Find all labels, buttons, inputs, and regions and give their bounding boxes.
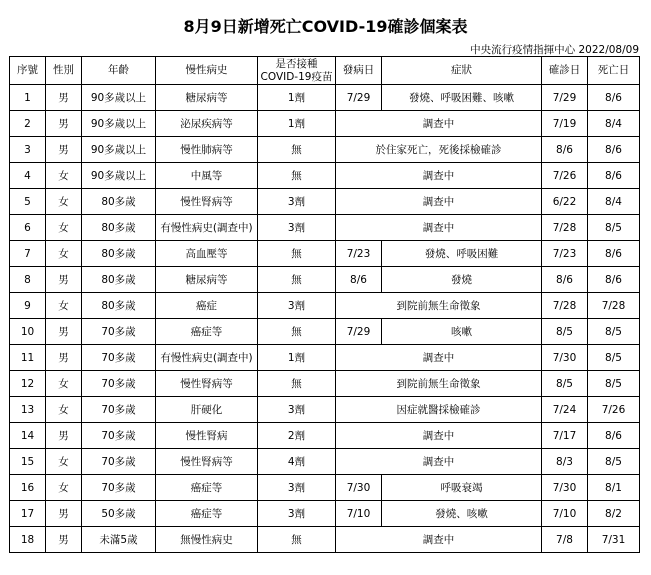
cell-sex: 男	[46, 319, 82, 345]
cell-symptoms: 調查中	[336, 423, 542, 449]
cell-sex: 男	[46, 111, 82, 137]
cell-onset: 7/29	[336, 319, 382, 345]
cell-history: 癌症等	[156, 319, 258, 345]
cell-symptoms: 咳嗽	[382, 319, 542, 345]
table-row	[10, 189, 640, 215]
cell-vaccine: 3劑	[258, 501, 336, 527]
table-row	[10, 163, 640, 189]
cell-sex: 女	[46, 215, 82, 241]
cell-onset: 7/10	[336, 501, 382, 527]
table-row	[10, 423, 640, 449]
cell-age: 90多歲以上	[82, 163, 156, 189]
table-body	[10, 85, 640, 553]
cell-age: 70多歲	[82, 397, 156, 423]
cell-no: 5	[10, 189, 46, 215]
cell-onset: 7/30	[336, 475, 382, 501]
table-row	[10, 501, 640, 527]
cell-symptoms: 發燒、咳嗽	[382, 501, 542, 527]
header-vaccine-line2: COVID-19疫苗	[260, 70, 333, 83]
table-row	[10, 345, 640, 371]
cell-age: 70多歲	[82, 371, 156, 397]
header-onset: 發病日	[336, 57, 382, 85]
cell-no: 3	[10, 137, 46, 163]
cell-confirmed: 7/26	[542, 163, 588, 189]
cell-sex: 男	[46, 423, 82, 449]
cell-age: 90多歲以上	[82, 85, 156, 111]
cell-death: 8/5	[588, 345, 640, 371]
cell-sex: 男	[46, 137, 82, 163]
cell-age: 80多歲	[82, 267, 156, 293]
cell-symptoms: 呼吸衰竭	[382, 475, 542, 501]
cell-age: 80多歲	[82, 241, 156, 267]
cell-vaccine: 1劑	[258, 345, 336, 371]
cell-confirmed: 7/28	[542, 215, 588, 241]
cell-age: 70多歲	[82, 449, 156, 475]
cell-sex: 女	[46, 189, 82, 215]
cell-confirmed: 8/6	[542, 267, 588, 293]
cell-vaccine: 無	[258, 371, 336, 397]
cell-history: 慢性腎病等	[156, 371, 258, 397]
cell-history: 癌症	[156, 293, 258, 319]
cell-symptoms: 因症就醫採檢確診	[336, 397, 542, 423]
cell-no: 18	[10, 527, 46, 553]
cell-symptoms: 於住家死亡，死後採檢確診	[336, 137, 542, 163]
cell-death: 8/4	[588, 189, 640, 215]
cell-confirmed: 7/24	[542, 397, 588, 423]
table-row	[10, 371, 640, 397]
cell-age: 未滿5歲	[82, 527, 156, 553]
cell-symptoms: 調查中	[336, 527, 542, 553]
cell-age: 90多歲以上	[82, 137, 156, 163]
cell-vaccine: 3劑	[258, 189, 336, 215]
cell-no: 6	[10, 215, 46, 241]
cell-vaccine: 1劑	[258, 85, 336, 111]
cell-vaccine: 3劑	[258, 397, 336, 423]
cell-age: 70多歲	[82, 423, 156, 449]
cell-vaccine: 無	[258, 267, 336, 293]
cell-no: 16	[10, 475, 46, 501]
cell-history: 慢性腎病等	[156, 189, 258, 215]
cell-history: 泌尿疾病等	[156, 111, 258, 137]
cell-death: 8/5	[588, 215, 640, 241]
cell-sex: 男	[46, 527, 82, 553]
cell-symptoms: 發燒	[382, 267, 542, 293]
cell-history: 糖尿病等	[156, 267, 258, 293]
cell-vaccine: 無	[258, 163, 336, 189]
table-row	[10, 475, 640, 501]
table-row	[10, 527, 640, 553]
cell-sex: 女	[46, 397, 82, 423]
cell-sex: 男	[46, 345, 82, 371]
header-row	[10, 57, 640, 85]
cell-sex: 男	[46, 267, 82, 293]
cell-sex: 女	[46, 475, 82, 501]
header-history: 慢性病史	[156, 57, 258, 85]
cell-history: 癌症等	[156, 501, 258, 527]
cell-no: 1	[10, 85, 46, 111]
cell-death: 8/6	[588, 137, 640, 163]
cell-history: 高血壓等	[156, 241, 258, 267]
cell-no: 4	[10, 163, 46, 189]
cell-history: 慢性腎病	[156, 423, 258, 449]
cell-age: 50多歲	[82, 501, 156, 527]
cell-confirmed: 7/8	[542, 527, 588, 553]
cell-vaccine: 3劑	[258, 293, 336, 319]
cell-symptoms: 調查中	[336, 163, 542, 189]
document-title: 8月9日新增死亡COVID-19確診個案表	[183, 17, 468, 36]
cell-onset: 8/6	[336, 267, 382, 293]
source-line: 中央流行疫情指揮中心 2022/08/09	[470, 44, 639, 56]
cell-age: 80多歲	[82, 189, 156, 215]
cell-vaccine: 3劑	[258, 475, 336, 501]
cell-onset: 7/29	[336, 85, 382, 111]
cell-history: 糖尿病等	[156, 85, 258, 111]
cell-death: 8/1	[588, 475, 640, 501]
cell-sex: 女	[46, 449, 82, 475]
cell-no: 2	[10, 111, 46, 137]
table-row	[10, 319, 640, 345]
cell-symptoms: 調查中	[336, 215, 542, 241]
cell-vaccine: 3劑	[258, 215, 336, 241]
cell-age: 80多歲	[82, 215, 156, 241]
header-symptoms: 症狀	[382, 57, 542, 85]
cell-death: 8/6	[588, 423, 640, 449]
cell-history: 慢性腎病等	[156, 449, 258, 475]
header-vaccine	[258, 57, 336, 85]
cell-no: 8	[10, 267, 46, 293]
cell-confirmed: 7/30	[542, 345, 588, 371]
cell-death: 7/31	[588, 527, 640, 553]
cell-confirmed: 8/5	[542, 371, 588, 397]
cell-no: 15	[10, 449, 46, 475]
cell-symptoms: 調查中	[336, 345, 542, 371]
cell-death: 8/6	[588, 241, 640, 267]
table-row	[10, 267, 640, 293]
cell-symptoms: 調查中	[336, 189, 542, 215]
cell-no: 12	[10, 371, 46, 397]
cell-death: 8/5	[588, 371, 640, 397]
cell-vaccine: 2劑	[258, 423, 336, 449]
cell-history: 癌症等	[156, 475, 258, 501]
cell-death: 7/26	[588, 397, 640, 423]
cell-death: 8/2	[588, 501, 640, 527]
cell-confirmed: 7/10	[542, 501, 588, 527]
cell-age: 90多歲以上	[82, 111, 156, 137]
cell-death: 8/5	[588, 449, 640, 475]
cell-sex: 女	[46, 241, 82, 267]
cell-age: 70多歲	[82, 345, 156, 371]
cell-vaccine: 無	[258, 241, 336, 267]
table-row	[10, 397, 640, 423]
cell-death: 8/4	[588, 111, 640, 137]
cell-confirmed: 7/28	[542, 293, 588, 319]
cell-sex: 男	[46, 501, 82, 527]
cell-no: 14	[10, 423, 46, 449]
cell-onset: 7/23	[336, 241, 382, 267]
cell-death: 8/5	[588, 319, 640, 345]
table-row	[10, 137, 640, 163]
header-age: 年齡	[82, 57, 156, 85]
case-table	[9, 56, 640, 553]
table-row	[10, 111, 640, 137]
cell-confirmed: 7/23	[542, 241, 588, 267]
cell-death: 7/28	[588, 293, 640, 319]
cell-no: 10	[10, 319, 46, 345]
cell-sex: 女	[46, 371, 82, 397]
cell-symptoms: 調查中	[336, 449, 542, 475]
cell-death: 8/6	[588, 267, 640, 293]
table-header	[10, 57, 640, 85]
cell-confirmed: 8/5	[542, 319, 588, 345]
table-row	[10, 241, 640, 267]
cell-history: 肝硬化	[156, 397, 258, 423]
cell-confirmed: 7/30	[542, 475, 588, 501]
cell-history: 有慢性病史(調查中)	[156, 345, 258, 371]
header-no: 序號	[10, 57, 46, 85]
cell-vaccine: 無	[258, 319, 336, 345]
cell-confirmed: 7/29	[542, 85, 588, 111]
cell-history: 中風等	[156, 163, 258, 189]
cell-no: 11	[10, 345, 46, 371]
cell-symptoms: 到院前無生命徵象	[336, 293, 542, 319]
cell-no: 17	[10, 501, 46, 527]
cell-no: 7	[10, 241, 46, 267]
cell-confirmed: 7/17	[542, 423, 588, 449]
header-vaccine-line1: 是否接種	[275, 57, 318, 70]
cell-symptoms: 發燒、呼吸困難	[382, 241, 542, 267]
cell-vaccine: 1劑	[258, 111, 336, 137]
cell-age: 70多歲	[82, 475, 156, 501]
cell-confirmed: 7/19	[542, 111, 588, 137]
cell-no: 13	[10, 397, 46, 423]
cell-death: 8/6	[588, 163, 640, 189]
table-row	[10, 215, 640, 241]
cell-history: 有慢性病史(調查中)	[156, 215, 258, 241]
cell-confirmed: 6/22	[542, 189, 588, 215]
cell-vaccine: 4劑	[258, 449, 336, 475]
cell-confirmed: 8/6	[542, 137, 588, 163]
table-row	[10, 85, 640, 111]
cell-death: 8/6	[588, 85, 640, 111]
cell-confirmed: 8/3	[542, 449, 588, 475]
cell-age: 70多歲	[82, 319, 156, 345]
cell-sex: 女	[46, 163, 82, 189]
cell-sex: 女	[46, 293, 82, 319]
cell-no: 9	[10, 293, 46, 319]
header-death: 死亡日	[588, 57, 640, 85]
cell-sex: 男	[46, 85, 82, 111]
cell-vaccine: 無	[258, 527, 336, 553]
table-row	[10, 293, 640, 319]
cell-symptoms: 發燒、呼吸困難、咳嗽	[382, 85, 542, 111]
header-confirmed: 確診日	[542, 57, 588, 85]
cell-symptoms: 調查中	[336, 111, 542, 137]
cell-symptoms: 到院前無生命徵象	[336, 371, 542, 397]
table-row	[10, 449, 640, 475]
header-sex: 性別	[46, 57, 82, 85]
cell-history: 無慢性病史	[156, 527, 258, 553]
cell-vaccine: 無	[258, 137, 336, 163]
cell-history: 慢性肺病等	[156, 137, 258, 163]
cell-age: 80多歲	[82, 293, 156, 319]
